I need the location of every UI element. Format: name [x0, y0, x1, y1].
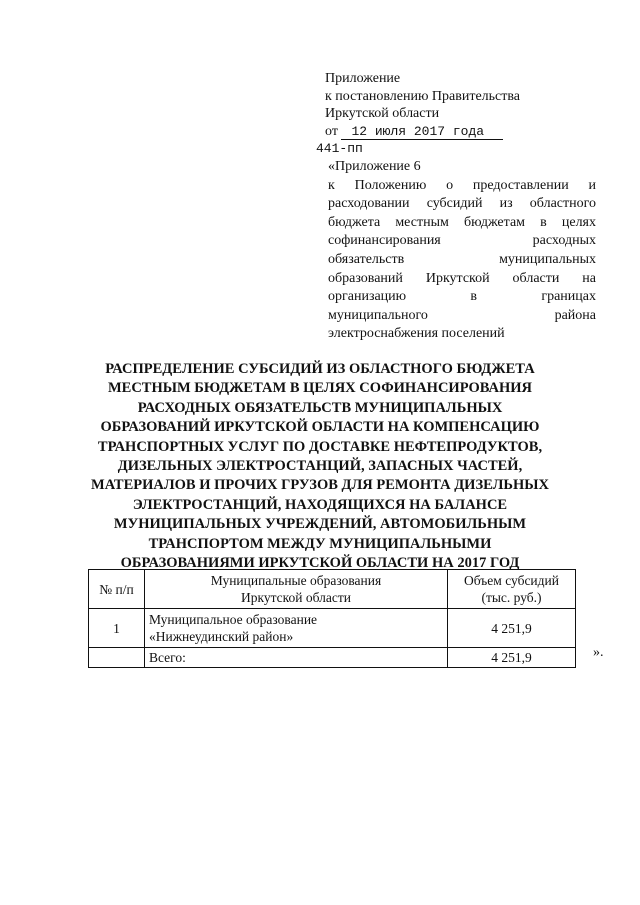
- appendix-line: электроснабжения поселений: [328, 326, 505, 342]
- table-header-row: [89, 570, 576, 609]
- closing-quote-mark: ».: [593, 645, 604, 660]
- title-line: ЭЛЕКТРОСТАНЦИЙ, НАХОДЯЩИХСЯ НА БАЛАНСЕ: [132, 496, 508, 513]
- header-line-3: Иркутской области: [325, 106, 440, 121]
- document-title: [90, 360, 550, 573]
- resolution-number: 441-пп: [316, 141, 363, 156]
- title-line: ОБРАЗОВАНИЯМИ ИРКУТСКОЙ ОБЛАСТИ НА 2017 ГОД: [120, 555, 520, 572]
- total-num-cell: [89, 648, 145, 668]
- title-line: МЕСТНЫМ БЮДЖЕТАМ В ЦЕЛЯХ СОФИНАНСИРОВАНИЯ: [107, 380, 533, 397]
- header-municipality-line-1: Муниципальные образования: [210, 573, 382, 588]
- appendix-reference: [328, 158, 596, 344]
- appendix-line: софинансирования расходных: [328, 233, 596, 249]
- row-municipality-line-1: Муниципальное образование: [149, 612, 318, 627]
- header-amount-line-1: Объем субсидий: [464, 573, 559, 588]
- title-line: ДИЗЕЛЬНЫХ ЭЛЕКТРОСТАНЦИЙ, ЗАПАСНЫХ ЧАСТЕЙ,: [117, 458, 523, 475]
- header-date-line: [325, 123, 595, 141]
- total-amount: 4 251,9: [448, 648, 576, 668]
- header-amount-line-2: (тыс. руб.): [481, 590, 542, 605]
- header-line-1: Приложение: [325, 71, 401, 86]
- title-line: РАСХОДНЫХ ОБЯЗАТЕЛЬСТВ МУНИЦИПАЛЬНЫХ: [137, 399, 503, 416]
- appendix-line: бюджета местным бюджетам в целях: [328, 214, 596, 230]
- row-num: 1: [89, 609, 145, 648]
- title-line: ТРАНСПОРТОМ МЕЖДУ МУНИЦИПАЛЬНЫМИ: [148, 535, 492, 552]
- title-line: МАТЕРИАЛОВ И ПРОЧИХ ГРУЗОВ ДЛЯ РЕМОНТА ДИЗЕЛЬНЫХ: [91, 477, 549, 494]
- total-label: Всего:: [145, 648, 448, 668]
- appendix-line: образований Иркутской области на: [328, 270, 596, 286]
- date-prefix: от: [325, 123, 338, 139]
- appendix-line: к Положению о предоставлении и: [328, 177, 596, 193]
- appendix-line: организацию в границах: [328, 289, 596, 305]
- table-total-row: [89, 648, 576, 668]
- appendix-title: «Приложение 6: [328, 159, 421, 174]
- row-municipality-line-2: «Нижнеудинский район»: [149, 629, 294, 644]
- title-line: ТРАНСПОРТНЫХ УСЛУГ ПО ДОСТАВКЕ НЕФТЕПРОДУКТОВ,: [97, 438, 543, 455]
- header-amount: [448, 570, 576, 609]
- appendix-line: расходовании субсидий из областного: [328, 196, 596, 212]
- resolution-header: [316, 70, 595, 158]
- title-line: РАСПРЕДЕЛЕНИЕ СУБСИДИЙ ИЗ ОБЛАСТНОГО БЮДЖЕТА: [105, 361, 535, 377]
- subsidy-table: [88, 569, 576, 668]
- header-municipality-line-2: Иркутской области: [240, 590, 352, 605]
- header-line-2: к постановлению Правительства: [325, 88, 521, 104]
- row-amount: 4 251,9: [448, 609, 576, 648]
- header-number-line: [316, 140, 595, 158]
- resolution-date: 12 июля 2017 года: [341, 124, 503, 140]
- appendix-body: [328, 177, 596, 344]
- title-line: ОБРАЗОВАНИЙ ИРКУТСКОЙ ОБЛАСТИ НА КОМПЕНСАЦИЮ: [100, 419, 540, 436]
- row-municipality: [145, 609, 448, 648]
- appendix-line: обязательств муниципальных: [328, 251, 596, 267]
- header-num: № п/п: [89, 570, 145, 609]
- appendix-line: муниципального района: [328, 307, 596, 323]
- title-line: МУНИЦИПАЛЬНЫХ УЧРЕЖДЕНИЙ, АВТОМОБИЛЬНЫМ: [113, 516, 527, 533]
- table-row: [89, 609, 576, 648]
- header-municipality: [145, 570, 448, 609]
